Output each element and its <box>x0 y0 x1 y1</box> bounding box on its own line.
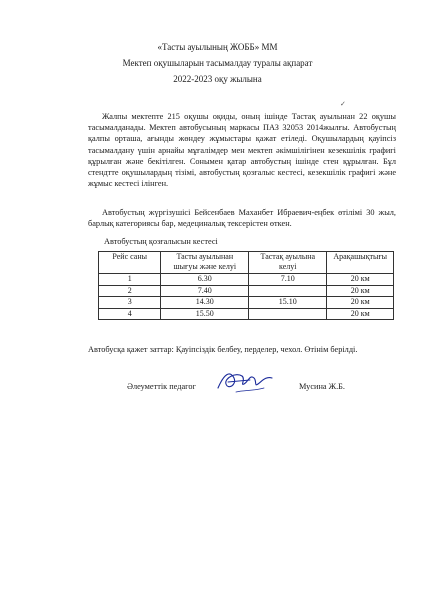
stray-mark: ✓ <box>340 100 346 108</box>
document-title: Мектеп оқушыларын тасымалдау туралы ақпарат <box>122 58 313 68</box>
cell-distance: 20 км <box>327 285 394 297</box>
cell-arrival <box>249 285 327 297</box>
cell-departure: 6.30 <box>161 274 249 286</box>
signatory-name: Мусина Ж.Б. <box>299 382 345 391</box>
cell-departure: 15.50 <box>161 308 249 320</box>
cell-arrival: 15.10 <box>249 297 327 309</box>
cell-distance: 20 км <box>327 297 394 309</box>
table-row <box>99 274 394 286</box>
signature-label: Әлеуметтік педагог <box>127 382 196 391</box>
school-year: 2022-2023 оқу жылына <box>173 74 262 84</box>
cell-arrival: 7.10 <box>249 274 327 286</box>
cell-arrival <box>249 308 327 320</box>
table-row <box>99 285 394 297</box>
table-row <box>99 297 394 309</box>
cell-trip: 1 <box>99 274 161 286</box>
table-header-row <box>99 252 394 274</box>
paragraph-driver-info: Автобустың жүргізушісі Бейсенбаев Маханбет Ибраевич-еңбек өтілімі 30 жыл, барлық категориясы бар, медециналық тексерістен өткен. <box>88 208 396 229</box>
paragraph-general-info: Жалпы мектепте 215 оқушы оқиды, оның ішінде Тастақ ауылынан 22 оқушы тасымалданады. Мектеп автобусының маркасы ПАЗ 32053 2014жылғы. Автобустың қалпы орташа, ағынды жөндеу жұмыстары қажат етіледі. Оқушылардың қауіпсіз тасымалдану үшін арнайы мұғалімдер мен мектеп әкімшілігінен кезекшілік графигі құрылған және бекітілген. Сонымен қатар автобустың ішінде стен құрылған. Бұл стендтте оқушылардың тізімі, автобустың қозғалыс кестесі, кезекшілік графигі және жұмыс кестесі ілінген. <box>88 112 396 189</box>
cell-departure: 7.40 <box>161 285 249 297</box>
bus-schedule-table <box>98 251 394 320</box>
cell-departure: 14.30 <box>161 297 249 309</box>
cell-distance: 20 км <box>327 274 394 286</box>
cell-trip: 2 <box>99 285 161 297</box>
cell-distance: 20 км <box>327 308 394 320</box>
cell-trip: 3 <box>99 297 161 309</box>
handwritten-signature <box>214 366 276 398</box>
header-trip-count: Рейс саны <box>99 252 161 274</box>
required-items-note: Автобусқа қажет заттар: Қауіпсіздік белбеу, перделер, чехол. Өтінім берілді. <box>88 345 358 354</box>
header-distance: Арақашықтығы <box>327 252 394 274</box>
header-arrival: Тастақ ауылына келуі <box>249 252 327 274</box>
table-row <box>99 308 394 320</box>
school-name: «Тасты ауылының ЖОББ» ММ <box>157 42 278 52</box>
cell-trip: 4 <box>99 308 161 320</box>
table-caption: Автобустың қозғалысын кестесі <box>104 237 218 246</box>
header-departure: Тасты ауылынан шығуы және келуі <box>161 252 249 274</box>
